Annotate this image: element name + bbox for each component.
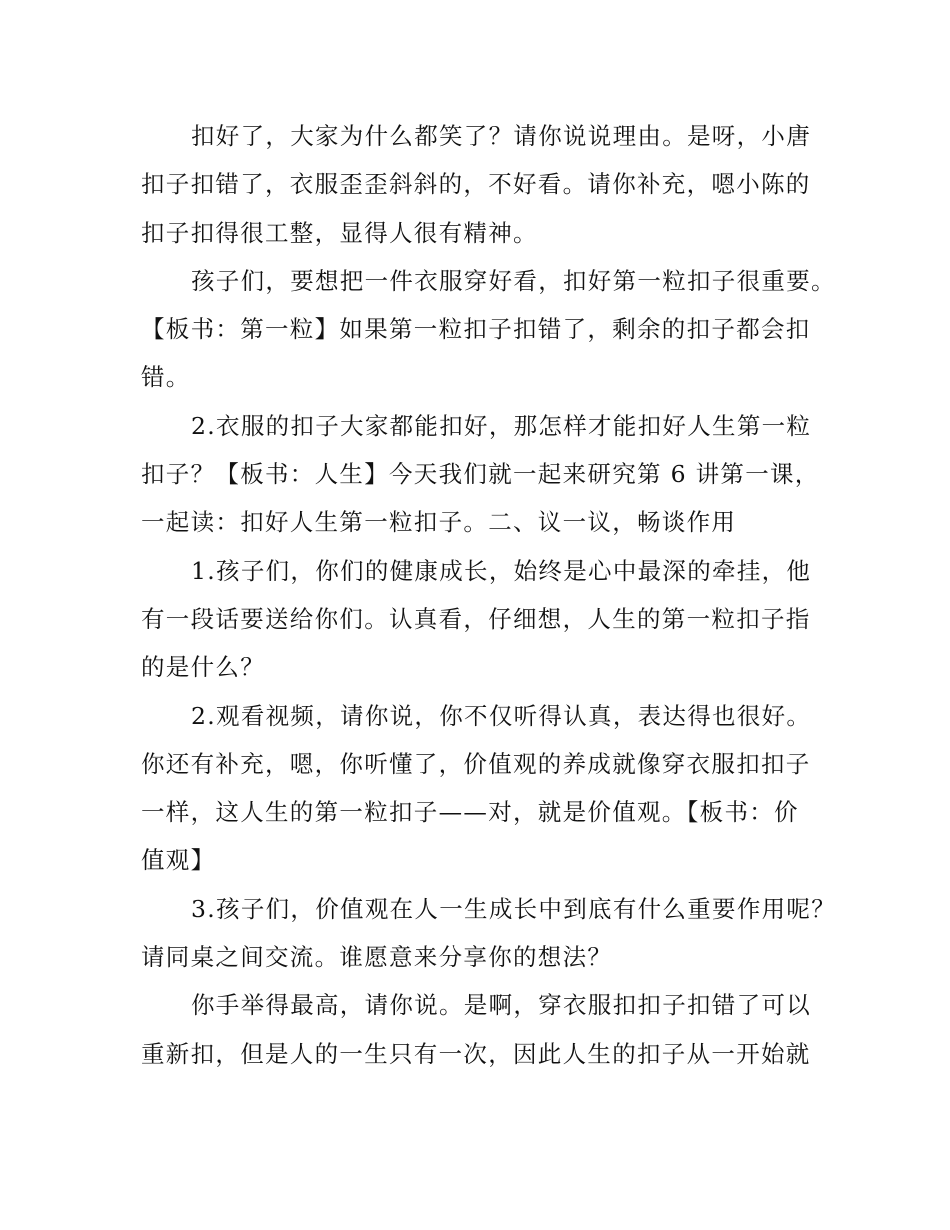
text-line: 请同桌之间交流。谁愿意来分享你的想法？ (141, 943, 613, 972)
text-line: 一起读：扣好人生第一粒扣子。二、议一议，畅谈作用 (141, 508, 737, 537)
text-line: 错。 (141, 363, 191, 392)
document-body (141, 112, 841, 1078)
text-line: 2.衣服的扣子大家都能扣好，那怎样才能扣好人生第一粒 (191, 411, 812, 440)
text-line: 扣子扣错了，衣服歪歪斜斜的，不好看。请你补充，嗯小陈的 (141, 170, 811, 199)
paragraph-2 (141, 257, 841, 402)
paragraph-4 (141, 547, 841, 692)
text-line: 你还有补充，嗯，你听懂了，价值观的养成就像穿衣服扣扣子 (141, 749, 811, 778)
text-line: 你手举得最高，请你说。是啊，穿衣服扣扣子扣错了可以 (191, 991, 811, 1020)
text-line: 【板书：第一粒】如果第一粒扣子扣错了，剩余的扣子都会扣 (141, 315, 811, 344)
paragraph-6 (141, 885, 841, 982)
text-line: 3.孩子们，价值观在人一生成长中到底有什么重要作用呢？ (191, 894, 837, 923)
text-line: 扣子扣得很工整，显得人很有精神。 (141, 218, 538, 247)
text-line: 值观】 (141, 846, 216, 875)
paragraph-1 (141, 112, 841, 257)
text-line: 重新扣，但是人的一生只有一次，因此人生的扣子从一开始就 (141, 1039, 811, 1068)
text-line: 的是什么？ (141, 653, 265, 682)
text-line: 扣子？【板书：人生】今天我们就一起来研究第 6 讲第一课， (141, 460, 820, 489)
text-line: 一样，这人生的第一粒扣子——对，就是价值观。【板书：价 (141, 798, 799, 827)
text-line: 2.观看视频，请你说，你不仅听得认真，表达得也很好。 (191, 701, 812, 730)
paragraph-7 (141, 981, 841, 1078)
paragraph-3 (141, 402, 841, 547)
text-line: 孩子们，要想把一件衣服穿好看，扣好第一粒扣子很重要。 (191, 266, 836, 295)
paragraph-5 (141, 692, 841, 885)
text-line: 1.孩子们，你们的健康成长，始终是心中最深的牵挂，他 (191, 556, 812, 585)
text-line: 扣好了，大家为什么都笑了？请你说说理由。是呀，小唐 (191, 122, 811, 150)
text-line: 有一段话要送给你们。认真看，仔细想，人生的第一粒扣子指 (141, 604, 811, 633)
